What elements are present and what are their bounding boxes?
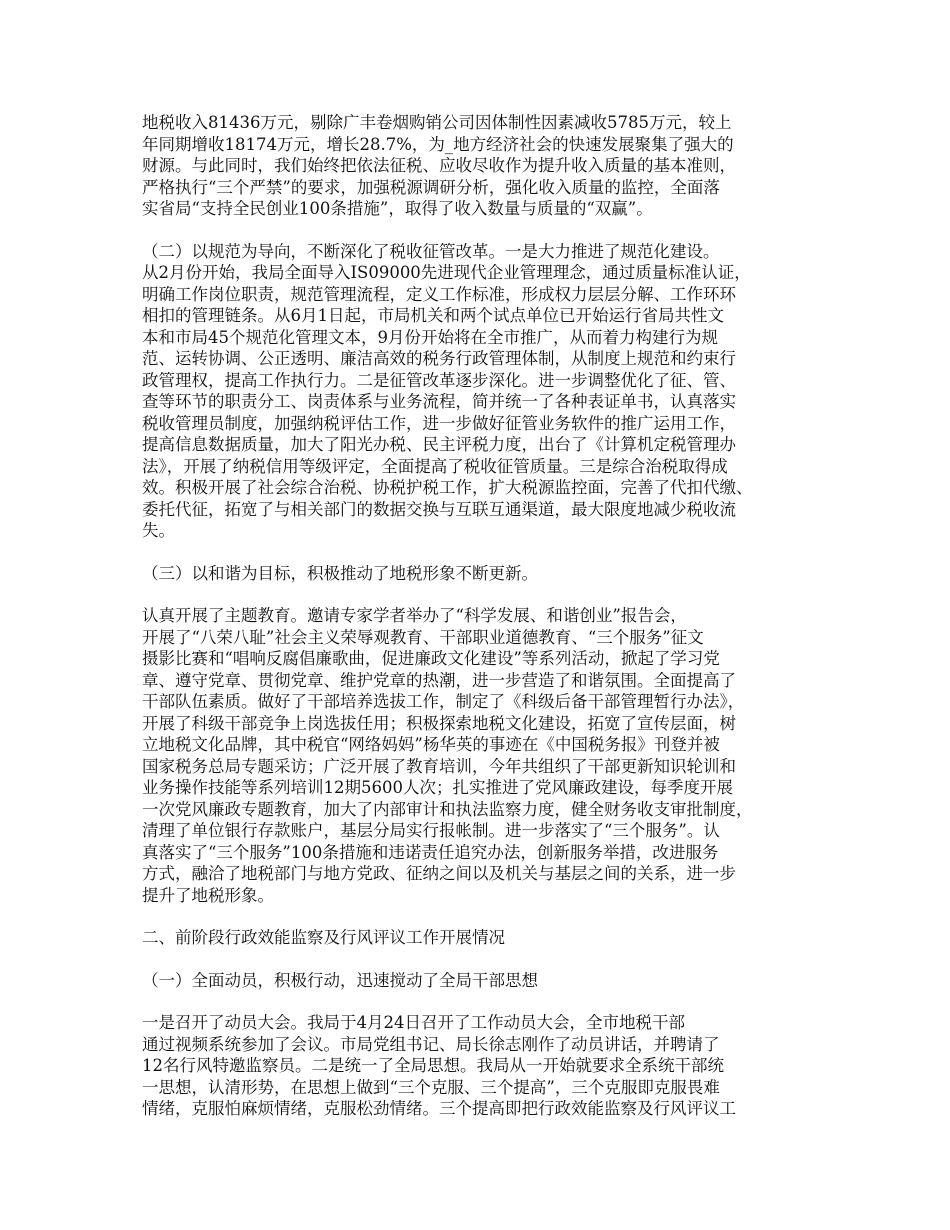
text-line: 认真开展了主题教育。邀请专家学者举办了“科学发展、和谐创业”报告会， — [142, 606, 687, 625]
text-line: 摄影比赛和“唱响反腐倡廉歌曲，促进廉政文化建设”等系列活动，掀起了学习党 — [142, 649, 720, 668]
paragraph-theme-education — [142, 605, 822, 906]
paragraph-mobilization-meeting — [142, 1012, 822, 1120]
section-heading: 二、前阶段行政效能监察及行风评议工作开展情况 — [142, 928, 505, 947]
text-line: 提升了地税形象。 — [142, 885, 274, 905]
text-line: 地税收入81436万元，剔除广丰卷烟购销公司因体制性因素减收5785万元，较上 — [142, 113, 732, 132]
text-line: 12名行风特邀监察员。二是统一了全局思想。我局从一开始就要求全系统干部统 — [142, 1056, 724, 1075]
text-line: 章、遵守党章、贯彻党章、维护党章的热潮，进一步营造了和谐氛围。全面提高了 — [142, 670, 736, 690]
document-body — [142, 112, 822, 1120]
heading-harmony-goal — [142, 563, 822, 585]
text-line: 通过视频系统参加了会议。市局党组书记、局长徐志刚作了动员讲话，并聘请了 — [142, 1034, 720, 1054]
text-line: 一是召开了动员大会。我局于4月24日召开了工作动员大会，全市地税干部 — [142, 1013, 685, 1032]
text-line: 清理了单位银行存款账户，基层分局实行报帐制。进一步落实了“三个服务”。认 — [142, 821, 720, 840]
paragraph-collection-reform — [142, 241, 822, 542]
text-line: 年同期增收18174万元，增长28.7%，为_地方经济社会的快速发展聚集了强大的 — [142, 134, 734, 154]
heading-mobilization — [142, 970, 822, 992]
text-line: 查等环节的职责分工、岗责体系与业务流程，简并统一了各种表证单书，认真落实 — [142, 392, 736, 411]
text-line: 政管理权，提高工作执行力。二是征管改革逐步深化。进一步调整优化了征、管、 — [142, 370, 736, 390]
text-line: 真落实了“三个服务”100条措施和违诺责任追究办法，创新服务举措，改进服务 — [142, 842, 719, 862]
heading-section-two — [142, 927, 822, 949]
text-line: 失。 — [142, 521, 175, 540]
text-line: 开展了“八荣八耻”社会主义荣辱观教育、干部职业道德教育、“三个服务”征文 — [142, 627, 704, 647]
text-line: 提高信息数据质量，加大了阳光办税、民主评税力度，出台了《计算机定税管理办 — [142, 435, 736, 454]
text-line: （二）以规范为导向，不断深化了税收征管改革。一是大力推进了规范化建设。 — [142, 241, 720, 261]
text-line: 立地税文化品牌，其中税官“网络妈妈”杨华英的事迹在《中国税务报》刊登并被 — [142, 735, 720, 754]
text-line: 干部队伍素质。做好了干部培养选拔工作，制定了《科级后备干部管理暂行办法》， — [142, 692, 745, 711]
text-line: 明确工作岗位职责，规范管理流程，定义工作标准，形成权力层层分解、工作环环 — [142, 284, 736, 304]
text-line: 法》，开展了纳税信用等级评定，全面提高了税收征管质量。三是综合治税取得成 — [142, 456, 728, 476]
text-line: 业务操作技能等系列培训12期5600人次；扎实推进了党风廉政建设，每季度开展 — [142, 778, 733, 797]
text-line: 范、运转协调、公正透明、廉洁高效的税务行政管理体制，从制度上规范和约束行 — [142, 349, 736, 368]
section-heading: （三）以和谐为目标，积极推动了地税形象不断更新。 — [142, 563, 538, 583]
text-line: 委托代征，拓宽了与相关部门的数据交换与互联互通渠道，最大限度地减少税收流 — [142, 499, 736, 519]
text-line: 严格执行“三个严禁”的要求，加强税源调研分析，强化收入质量的监控，全面落 — [142, 177, 720, 197]
section-heading: （一）全面动员，积极行动，迅速搅动了全局干部思想 — [142, 970, 538, 990]
text-line: 一思想，认清形势，在思想上做到“三个克服、三个提高”，三个克服即克服畏难 — [142, 1077, 720, 1097]
text-line: 方式，融洽了地税部门与地方党政、征纳之间以及机关与基层之间的关系，进一步 — [142, 864, 736, 883]
text-line: 财源。与此同时，我们始终把依法征税、应收尽收作为提升收入质量的基本准则， — [142, 156, 736, 175]
text-line: 本和市局45个规范化管理文本，9月份开始将在全市推广，从而着力构建行为规 — [142, 327, 718, 347]
text-line: 税收管理员制度，加强纳税评估工作，进一步做好征管业务软件的推广运用工作， — [142, 413, 736, 433]
text-line: 从2月份开始，我局全面导入IS09000先进现代企业管理理念，通过质量标准认证， — [142, 263, 751, 282]
text-line: 实省局“支持全民创业100条措施”，取得了收入数量与质量的“双赢”。 — [142, 199, 653, 218]
text-line: 相扣的管理链条。从6月1日起，市局机关和两个试点单位已开始运行省局共性文 — [142, 306, 724, 325]
text-line: 国家税务总局专题采访；广泛开展了教育培训，今年共组织了干部更新知识轮训和 — [142, 756, 736, 776]
text-line: 情绪，克服怕麻烦情绪，克服松劲情绪。三个提高即把行政效能监察及行风评议工 — [142, 1099, 736, 1118]
text-line: 开展了科级干部竞争上岗选拔任用；积极探索地税文化建设，拓宽了宣传层面，树 — [142, 713, 736, 733]
paragraph-tax-revenue — [142, 112, 822, 220]
text-line: 效。积极开展了社会综合治税、协税护税工作，扩大税源监控面，完善了代扣代缴、 — [142, 478, 753, 497]
text-line: 一次党风廉政专题教育，加大了内部审计和执法监察力度，健全财务收支审批制度， — [142, 799, 753, 819]
